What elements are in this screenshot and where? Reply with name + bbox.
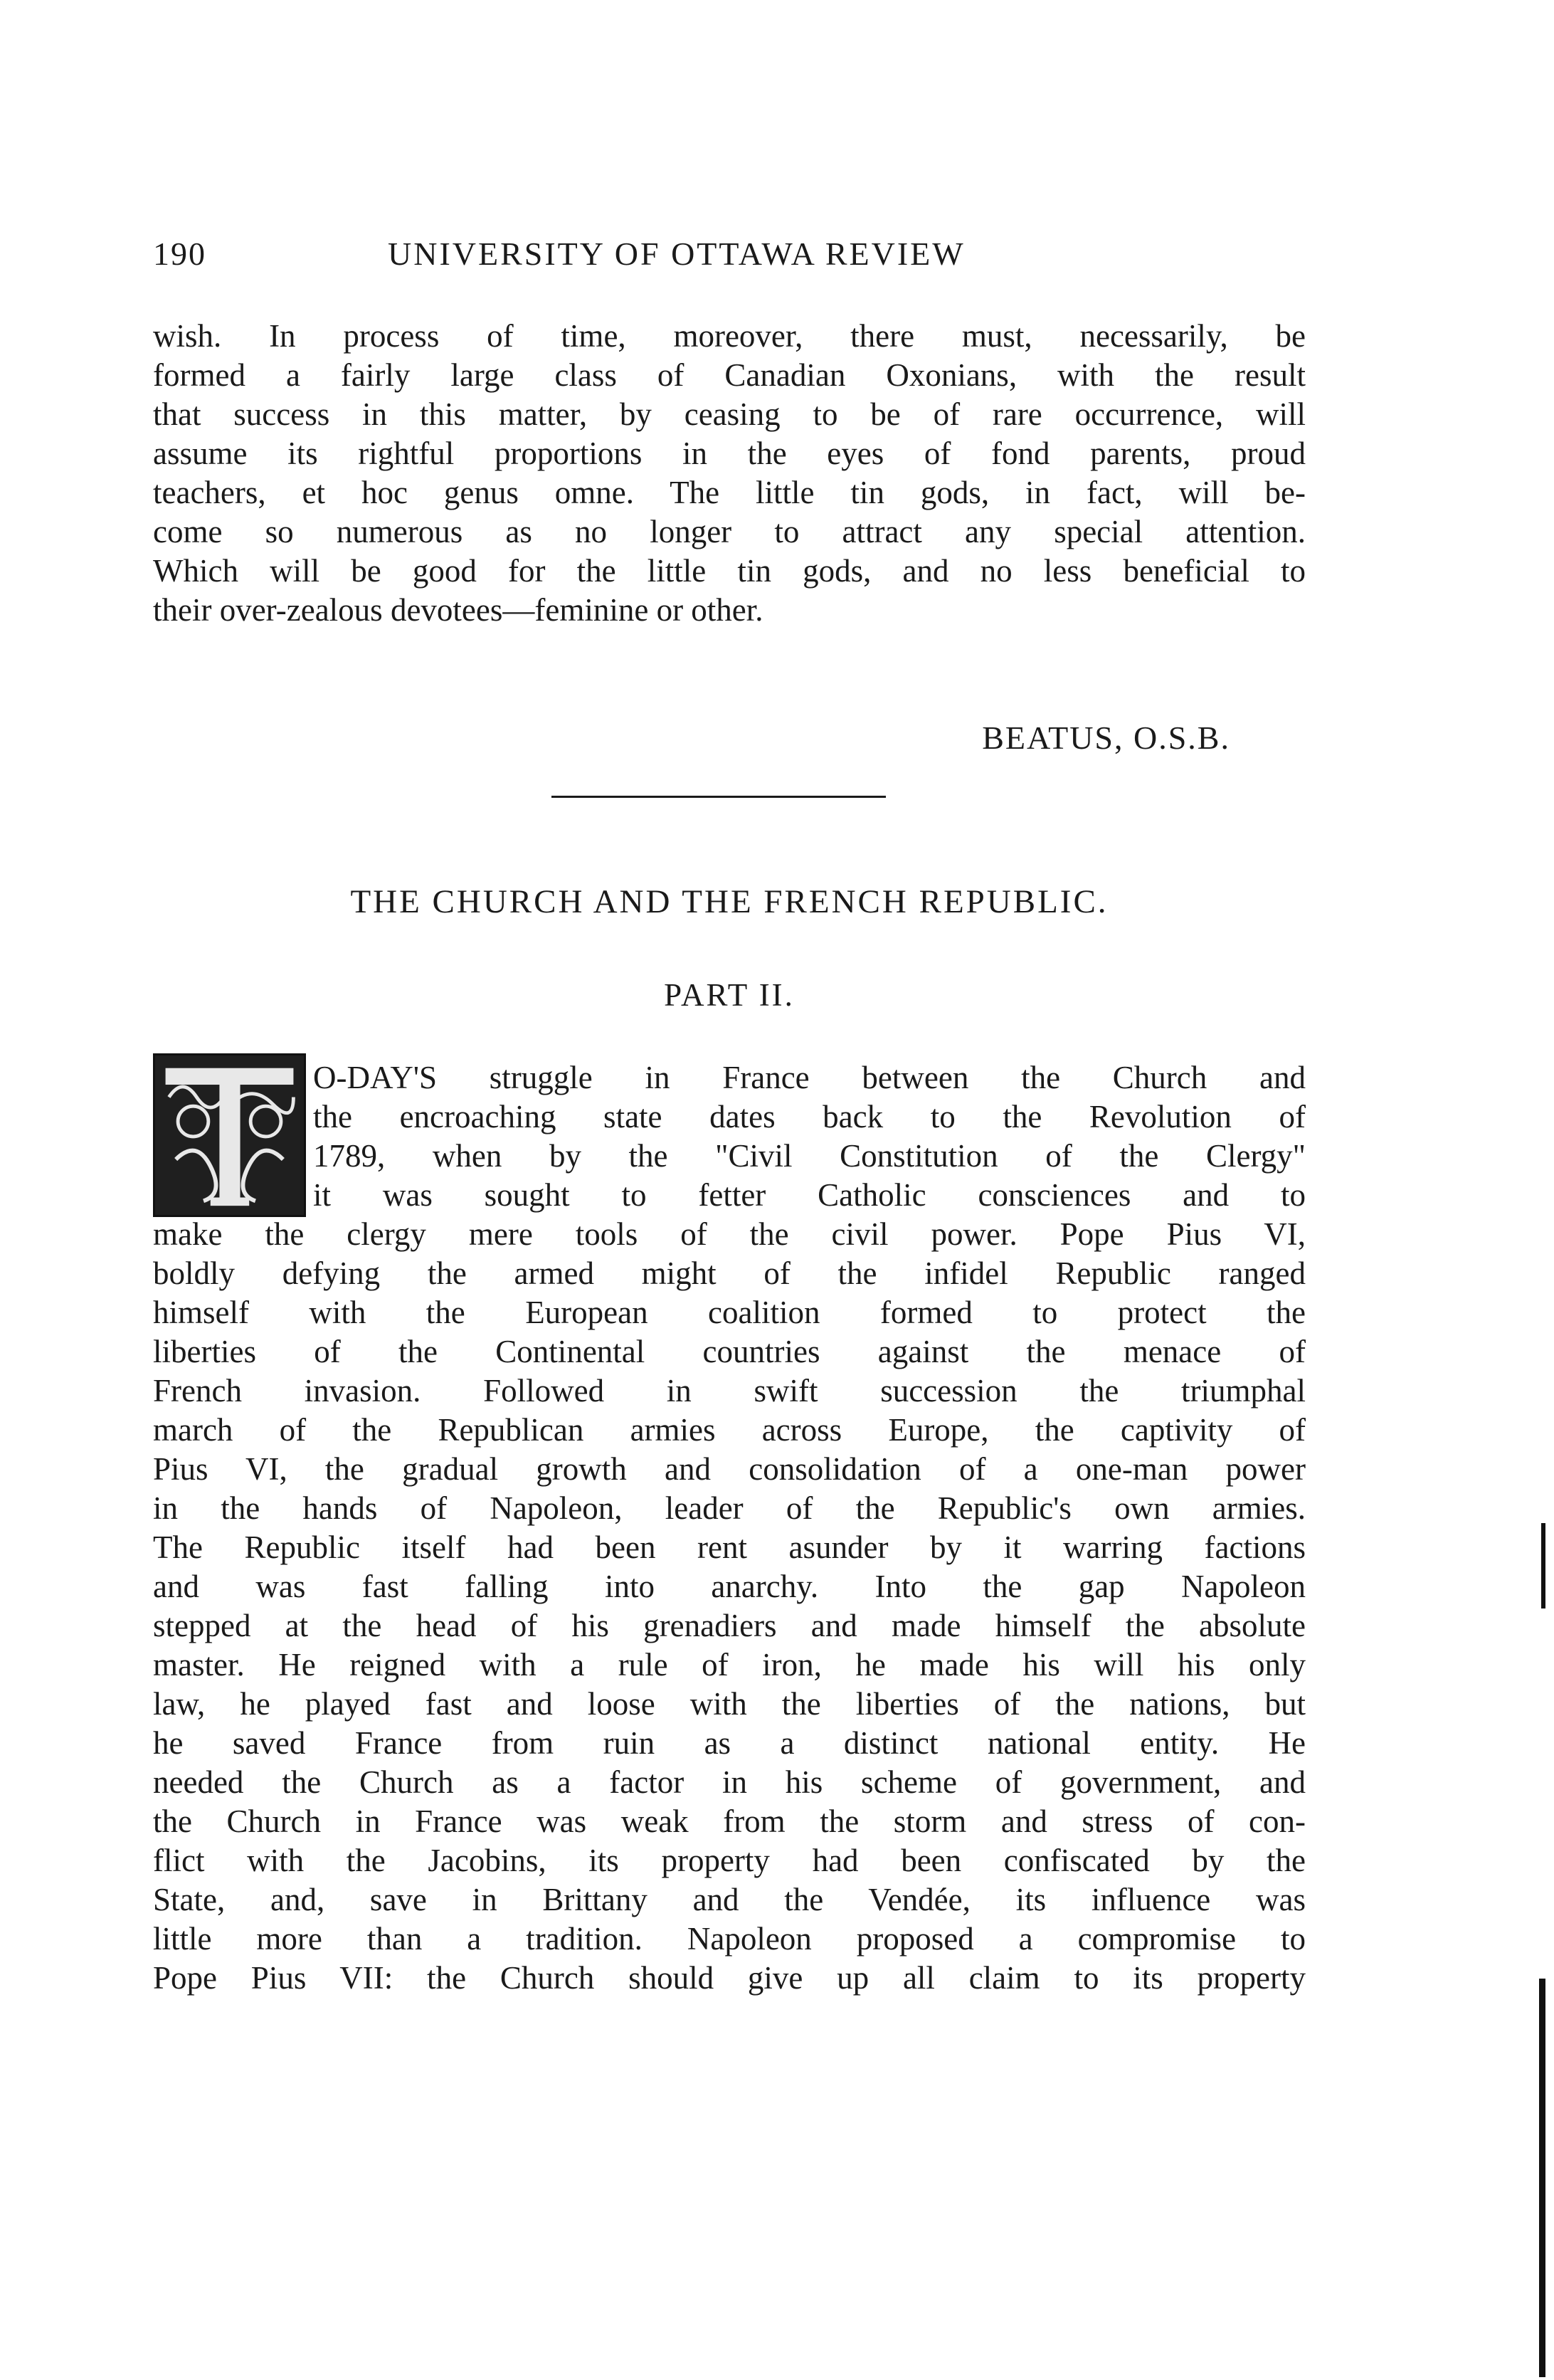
text-line: the encroaching state dates back to the Revolution of xyxy=(313,1099,1306,1134)
text-line: master. He reigned with a rule of iron, he made his will his only xyxy=(153,1647,1306,1683)
text-line: stepped at the head of his grenadiers and made himself the absolute xyxy=(153,1608,1306,1643)
text-line: make the clergy mere tools of the civil power. Pope Pius VI, xyxy=(153,1216,1306,1252)
text-line: 1789, when by the "Civil Constitution of the Clergy" xyxy=(313,1138,1306,1174)
text-line: State, and, save in Brittany and the Vendée, its influence was xyxy=(153,1882,1306,1917)
text-line: O-DAY'S struggle in France between the Church and xyxy=(313,1060,1306,1095)
text-line: French invasion. Followed in swift succession the triumphal xyxy=(153,1373,1306,1408)
text-line: formed a fairly large class of Canadian Oxonians, with the result xyxy=(153,357,1306,393)
text-line: their over-zealous devotees—feminine or other. xyxy=(153,592,763,628)
scan-edge-mark xyxy=(1541,1523,1545,1608)
text-line: that success in this matter, by ceasing to be of rare occurrence, will xyxy=(153,396,1306,432)
text-line: it was sought to fetter Catholic consciences and to xyxy=(313,1177,1306,1213)
text-line: little more than a tradition. Napoleon proposed a compromise to xyxy=(153,1921,1306,1957)
page-number: 190 xyxy=(153,236,206,272)
previous-article-conclusion xyxy=(153,317,1306,630)
text-line: in the hands of Napoleon, leader of the Republic's own armies. xyxy=(153,1490,1306,1526)
text-line: boldly defying the armed might of the infidel Republic ranged xyxy=(153,1255,1306,1291)
author-signature: BEATUS, O.S.B. xyxy=(982,720,1230,756)
text-line: himself with the European coalition formed to protect the xyxy=(153,1295,1306,1330)
journal-title: UNIVERSITY OF OTTAWA REVIEW xyxy=(388,236,966,272)
text-line: the Church in France was weak from the storm and stress of con- xyxy=(153,1804,1306,1839)
article-title: THE CHURCH AND THE FRENCH REPUBLIC. xyxy=(350,883,1109,920)
text-line: law, he played fast and loose with the liberties of the nations, but xyxy=(153,1686,1306,1722)
text-line: flict with the Jacobins, its property had been confiscated by the xyxy=(153,1843,1306,1878)
text-line: he saved France from ruin as a distinct national entity. He xyxy=(153,1725,1306,1761)
running-header xyxy=(153,235,1306,285)
text-line: assume its rightful proportions in the eyes of fond parents, proud xyxy=(153,436,1306,471)
text-line: needed the Church as a factor in his scheme of government, and xyxy=(153,1764,1306,1800)
text-line: Pope Pius VII: the Church should give up all claim to its property xyxy=(153,1960,1306,1996)
text-line: teachers, et hoc genus omne. The little tin gods, in fact, will be- xyxy=(153,475,1306,510)
text-line: come so numerous as no longer to attract any special attention. xyxy=(153,514,1306,549)
text-line: Pius VI, the gradual growth and consolidation of a one-man power xyxy=(153,1451,1306,1487)
text-line: Which will be good for the little tin gods, and no less beneficial to xyxy=(153,553,1306,589)
text-line: The Republic itself had been rent asunder by it warring factions xyxy=(153,1529,1306,1565)
text-line: liberties of the Continental countries against the menace of xyxy=(153,1334,1306,1369)
text-line: wish. In process of time, moreover, there must, necessarily, be xyxy=(153,318,1306,354)
article-part-label: PART II. xyxy=(664,977,795,1013)
scan-edge-mark xyxy=(1539,1979,1545,2377)
section-divider xyxy=(551,796,886,798)
text-line: march of the Republican armies across Europe, the captivity of xyxy=(153,1412,1306,1448)
text-line: and was fast falling into anarchy. Into the gap Napoleon xyxy=(153,1569,1306,1604)
article-opening-paragraph xyxy=(153,1058,1306,1998)
